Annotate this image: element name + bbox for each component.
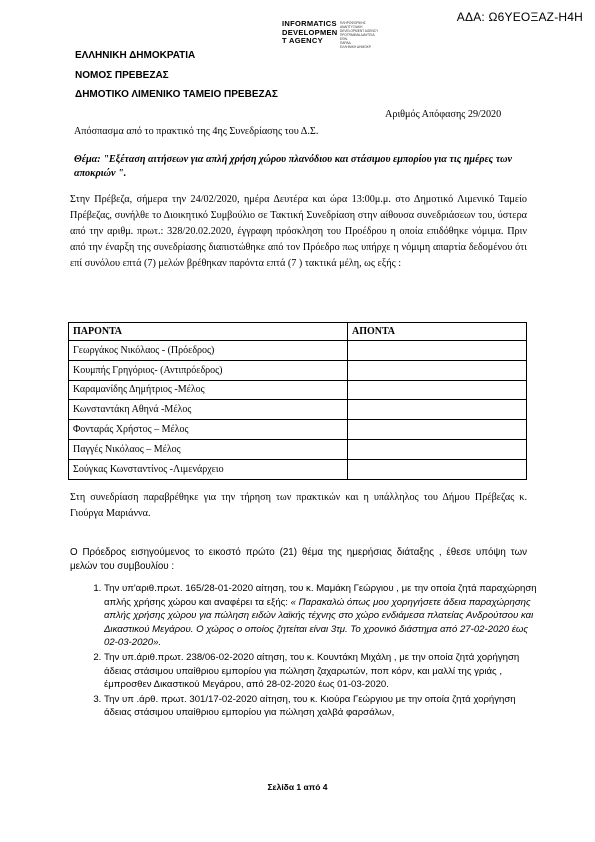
table-row [69,420,527,440]
item-text: Την υπ .άρθ. πρωτ. 301/17-02-2020 αίτηση, του κ. Κιούρα Γεώργιου με την οποία ζητά χορήγηση άδειας στάσιμου υπαίθριου εμπορίου για πώληση χαλβά φαρσάλων, [104,693,516,719]
table-row [69,459,527,479]
absent-member [348,420,527,440]
table-header-row [69,323,527,341]
absent-member [348,360,527,380]
absent-member [348,380,527,400]
diavgeia-logo [282,20,392,50]
header-prefecture: ΝΟΜΟΣ ΠΡΕΒΕΖΑΣ [75,70,169,81]
present-member: Καραμανίδης Δημήτριος -Μέλος [69,380,348,400]
present-member: Γεωργάκος Νικόλαος - (Πρόεδρος) [69,341,348,361]
list-item [104,582,544,650]
table-row [69,380,527,400]
subject: Θέμα: "Εξέταση αιτήσεων για απλή χρήση χώρου πλανόδιου και στάσιμου εμπορίου για τις ημέρες των αποκριών ". [74,154,513,180]
excerpt-line: Απόσπασμα από το πρακτικό της 4ης Συνεδρίασης του Δ.Σ. [74,126,319,137]
logo-small-text: ΠΛΗΡΟΦΟΡΙΚΗΣ ΑΝΑΠΤΥΞΙΑΚΗ DEVELOPMENT AGENCY ΠΡΟΓΡΑΜΜΑ ΔΙΑΥΓΕΙΑ ΕΘΝ. ΠΑΡΑΔ. ΕΛΛΗΝΙΚΗ ΔΗΜΟΚΡ. [340,21,379,49]
table-row [69,360,527,380]
list-item [104,693,544,720]
secretary-paragraph: Στη συνεδρίαση παραβρέθηκε για την τήρηση των πρακτικών και η υπάλληλος του Δήμου Πρέβεζας κ. Γιούργα Μαριάννα. [70,492,527,520]
absent-member [348,341,527,361]
present-header: ΠΑΡΟΝΤΑ [69,323,348,341]
decision-number: Αριθμός Απόφασης 29/2020 [385,109,502,120]
table-row [69,341,527,361]
present-member: Κουμπής Γρηγόριος- (Αντιπρόεδρος) [69,360,348,380]
present-member: Κωνσταντάκη Αθηνά -Μέλος [69,400,348,420]
attendance-table [68,322,527,480]
present-member: Παγγές Νικόλαος – Μέλος [69,439,348,459]
logo-text: INFORMATICS DEVELOPMEN T AGENCY [282,19,338,45]
absent-member [348,459,527,479]
absent-header: ΑΠΟΝΤΑ [348,323,527,341]
item-text: Την υπ.άριθ.πρωτ. 238/06-02-2020 αίτηση, του κ. Κουντάκη Μιχάλη , με την οποία ζητά χορήγηση άδειας στάσιμου υπαίθριου εμπορίου για πώληση ζαχαρωτών, ποπ κόρν, και μαλλί της γριάς , έμπροσθεν Δικαστικού Μεγάρου, από 28-02-2020 έως 01-03-2020. [104,652,520,691]
item-text: Την υπ'αριθ.πρωτ. 165/28-01-2020 αίτηση, του κ. Μαμάκη Γεώργιου , με την οποία ζητά παραχώρηση απλής χρήσης χώρου και αναφέρει τα εξής: [104,583,537,608]
header-republic: ΕΛΛΗΝΙΚΗ ΔΗΜΟΚΡΑΤΙΑ [75,50,196,61]
item-quote: « Παρακαλώ όπως μου χορηγήσετε άδεια παραχώρησης απλής χρήσης χώρου για πώληση ειδών λαϊκής τέχνης στο χώρο ενδιάμεσα πλατείας Ανδρούτσου και Δικαστικού Μεγάρου. Ο χώρος ο οποίος ζητείται είναι 3τμ. Το χρονικό διάστημα από 27-02-2020 έως 02-03-2020». [104,596,534,649]
table-row [69,400,527,420]
agenda-intro: Ο Πρόεδρος εισηγούμενος το εικοστό πρώτο (21) θέμα της ημερήσιας διάταξης , έθεσε υπόψη των μελών του συμβουλίου : [70,547,527,573]
table-row [69,439,527,459]
header-port-fund: ΔΗΜΟΤΙΚΟ ΛΙΜΕΝΙΚΟ ΤΑΜΕΙΟ ΠΡΕΒΕΖΑΣ [75,89,278,100]
present-member: Σούγκας Κωνσταντίνος -Λιμενάρχειο [69,459,348,479]
absent-member [348,400,527,420]
ada-code: ΑΔΑ: Ω6ΥΕΟΞΑΖ-Η4Η [456,10,583,24]
intro-paragraph: Στην Πρέβεζα, σήμερα την 24/02/2020, ημέρα Δευτέρα και ώρα 13:00μ.μ. στο Δημοτικό Λιμενικό Ταμείο Πρέβεζας, συνήλθε το Διοικητικό Συμβούλιο σε Τακτική Συνεδρίαση στην αίθουσα συνεδριάσεων του, ύστερα από την αριθμ. πρωτ.: 328/20.02.2020, έγγραφη πρόσκληση του Προέδρου η οποία επιδόθηκε νόμιμα. Πριν από την έναρξη της συνεδρίασης διαπιστώθηκε από τον Πρόεδρο πως υπήρχε η νόμιμη απαρτία δεδομένου ότι επί συνόλου επτά (7) μελών βρέθηκαν παρόντα επτά (7 ) τακτικά μέλη, ως εξής : [70,194,527,270]
page-footer: Σελίδα 1 από 4 [267,782,328,792]
present-member: Φονταράς Χρήστος – Μέλος [69,420,348,440]
list-item [104,651,544,692]
applications-list [86,582,544,721]
absent-member [348,439,527,459]
